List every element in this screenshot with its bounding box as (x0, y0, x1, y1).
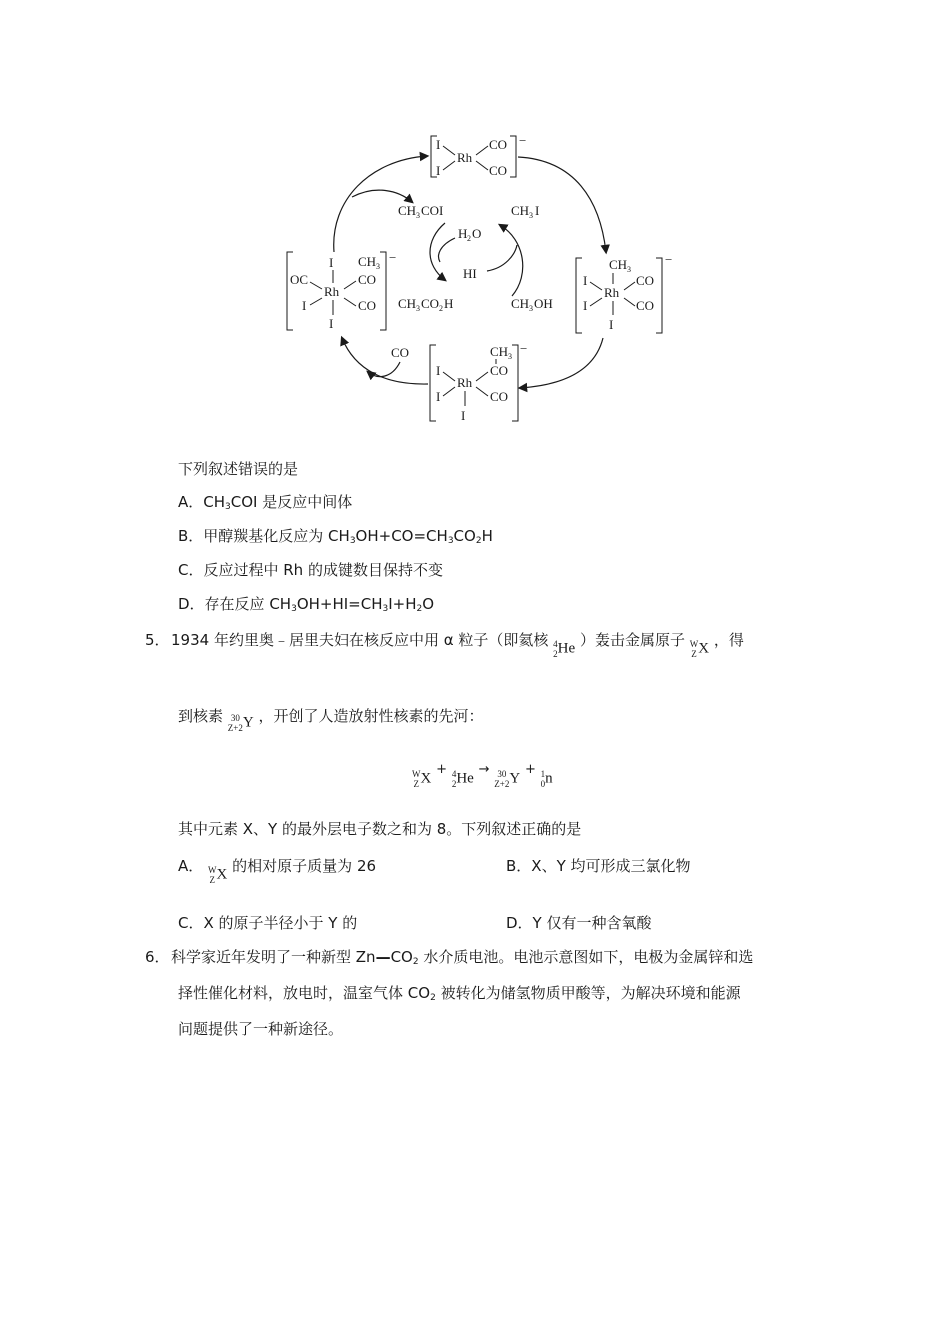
q4-option-b-sub3: 2 (475, 536, 482, 546)
q6-line3: 问题提供了一种新途径。 (178, 1020, 344, 1038)
svg-text:CH: CH (511, 296, 530, 311)
eq-x (412, 768, 431, 789)
svg-text:I: I (436, 163, 441, 178)
q4-option-a-pre: A．CH (178, 493, 226, 511)
complex-left (287, 250, 396, 331)
opt-a-x-z: Z (209, 874, 216, 885)
svg-text:2: 2 (467, 234, 471, 243)
q5-line1-c: ，得 (713, 631, 744, 649)
svg-text:H: H (444, 296, 454, 311)
q4-option-a[interactable] (178, 492, 352, 517)
complex-right (576, 252, 672, 333)
q6-number: 6． (145, 948, 170, 966)
svg-text:OC: OC (290, 272, 309, 287)
q4-option-d-sub1: 3 (291, 604, 297, 614)
x-nuclide (690, 638, 709, 659)
he-z: 2 (553, 648, 558, 659)
y-mass: 30 (230, 712, 240, 723)
svg-text:3: 3 (529, 304, 533, 313)
helium-nuclide (553, 638, 575, 659)
x-mass: W (689, 638, 699, 649)
q4-option-b-post: H (481, 527, 493, 545)
svg-text:3: 3 (529, 211, 533, 220)
svg-text:3: 3 (508, 352, 512, 361)
svg-text:2: 2 (439, 304, 443, 313)
q4-option-b-sub2: 3 (447, 536, 454, 546)
y-nuclide (228, 712, 254, 733)
svg-text:CO: CO (391, 345, 410, 360)
eq-he-z: 2 (451, 778, 457, 789)
q4-option-a-sub: 3 (225, 502, 231, 512)
q4-option-d-mid: OH+HI=CH (296, 595, 383, 613)
svg-text:−: − (520, 341, 528, 356)
q6-line2-a: 择性催化材料，放电时，温室气体 CO (178, 984, 431, 1002)
q4-option-a-post: COI 是反应中间体 (230, 493, 353, 511)
q5-number: 5． (145, 631, 170, 649)
eq-y-symbol: Y (509, 770, 521, 787)
svg-text:CH: CH (398, 203, 417, 218)
q5-option-b[interactable]: B．X、Y 均可形成三氯化物 (506, 857, 691, 875)
eq-n-z: 0 (540, 778, 546, 789)
q5-line1-b: ）轰击金属原子 (579, 631, 685, 649)
eq-he (452, 768, 474, 789)
svg-text:Rh: Rh (324, 284, 340, 299)
q5-option-a-pre: A． (178, 857, 204, 875)
svg-text:−: − (519, 133, 527, 148)
eq-n (541, 768, 553, 789)
q5-option-a-nuclide (208, 864, 227, 885)
svg-text:I: I (583, 273, 588, 288)
svg-text:CO: CO (358, 272, 377, 287)
eq-plus-2: + (524, 762, 536, 777)
eq-x-z: Z (413, 778, 419, 789)
svg-text:3: 3 (416, 211, 420, 220)
svg-text:I: I (329, 316, 334, 331)
svg-text:CH: CH (398, 296, 417, 311)
q6-line1-b: CO (390, 948, 413, 966)
catalytic-cycle-diagram (0, 0, 950, 440)
eq-plus-1: + (436, 762, 448, 777)
svg-text:CO: CO (489, 137, 508, 152)
q6-line2 (178, 983, 741, 1008)
q5-option-a-post: 的相对原子质量为 26 (232, 857, 377, 875)
svg-text:3: 3 (627, 265, 631, 274)
opt-a-x-mass: W (208, 864, 217, 875)
q6-line1-sub: 2 (412, 957, 419, 967)
eq-x-symbol: X (420, 770, 432, 787)
complex-bottom (430, 341, 527, 423)
svg-text:CH: CH (358, 254, 377, 269)
he-mass: 4 (553, 638, 558, 649)
q5-line3: 其中元素 X、Y 的最外层电子数之和为 8。下列叙述正确的是 (178, 820, 582, 838)
svg-text:−: − (389, 250, 397, 265)
svg-text:CO: CO (489, 163, 508, 178)
svg-text:CO: CO (636, 298, 655, 313)
opt-a-x-symbol: X (216, 866, 228, 883)
q5-line2-a: 到核素 (178, 707, 224, 725)
svg-text:Rh: Rh (604, 285, 620, 300)
svg-text:I: I (535, 203, 540, 218)
q6-line1-c: 水介质电池。电池示意图如下，电极为金属锌和选 (418, 948, 754, 966)
q4-option-c[interactable]: C．反应过程中 Rh 的成键数目保持不变 (178, 561, 443, 579)
q4-option-d-sub2: 3 (382, 604, 389, 614)
svg-text:I: I (436, 363, 441, 378)
svg-text:3: 3 (416, 304, 420, 313)
svg-text:I: I (436, 389, 441, 404)
q4-option-b-pre: B．甲醇羰基化反应为 CH (178, 527, 350, 545)
svg-text:Rh: Rh (457, 375, 473, 390)
svg-text:CH: CH (609, 257, 628, 272)
q4-option-b-mid: OH+CO=CH (355, 527, 448, 545)
eq-n-symbol: n (545, 770, 553, 787)
svg-text:CO: CO (490, 363, 509, 378)
y-symbol: Y (242, 714, 254, 731)
q4-option-b[interactable] (178, 526, 493, 551)
q5-line2-b: ，开创了人造放射性核素的先河： (258, 707, 484, 725)
svg-text:I: I (461, 408, 466, 423)
q5-option-c[interactable]: C．X 的原子半径小于 Y 的 (178, 914, 358, 932)
eq-arrow: → (478, 762, 490, 777)
svg-text:Rh: Rh (457, 150, 473, 165)
q6-line1-a: 科学家近年发明了一种新型 Zn (171, 948, 376, 966)
q4-option-d-post: O (422, 595, 435, 613)
q4-option-d-mid2: I+H (388, 595, 417, 613)
q6-line1-dash: — (375, 948, 391, 966)
svg-text:CH: CH (511, 203, 530, 218)
eq-y-mass: 30 (497, 768, 507, 779)
svg-text:I: I (302, 298, 307, 313)
q4-option-b-mid2: CO (453, 527, 476, 545)
q6-line2-b: 被转化为储氢物质甲酸等，为解决环境和能源 (435, 984, 741, 1002)
x-z: Z (691, 648, 697, 659)
q5-line1 (171, 630, 744, 659)
complex-top (431, 133, 526, 178)
eq-y (494, 768, 520, 789)
x-symbol: X (698, 640, 710, 657)
he-symbol: He (557, 640, 576, 657)
nuclear-equation (412, 762, 553, 790)
svg-text:CO: CO (358, 298, 377, 313)
svg-text:H: H (458, 226, 468, 241)
svg-text:COI: COI (421, 203, 444, 218)
eq-y-z: Z+2 (494, 778, 510, 789)
q5-line1-a: 1934 年约里奥﹣居里夫妇在核反应中用 α 粒子（即氦核 (171, 631, 549, 649)
q4-option-b-sub1: 3 (349, 536, 356, 546)
q6-line2-sub: 2 (430, 993, 436, 1003)
svg-text:CO: CO (421, 296, 440, 311)
q4-option-d-pre: D．存在反应 CH (178, 595, 292, 613)
svg-text:I: I (583, 298, 588, 313)
svg-text:OH: OH (534, 296, 553, 311)
q5-option-d[interactable]: D．Y 仅有一种含氧酸 (506, 914, 652, 932)
svg-text:CH: CH (490, 344, 509, 359)
eq-he-symbol: He (456, 770, 474, 787)
svg-text:CO: CO (636, 273, 655, 288)
svg-text:I: I (436, 137, 441, 152)
svg-text:HI: HI (463, 266, 477, 281)
eq-x-mass: W (412, 768, 421, 779)
center-species (391, 203, 553, 360)
svg-text:O: O (472, 226, 482, 241)
q4-prompt: 下列叙述错误的是 (178, 460, 299, 478)
q5-line2 (178, 706, 484, 733)
q4-option-d-sub3: 2 (416, 604, 423, 614)
q4-option-d[interactable] (178, 594, 434, 619)
y-z: Z+2 (227, 722, 243, 733)
svg-text:−: − (665, 252, 673, 267)
svg-text:CO: CO (490, 389, 509, 404)
eq-n-mass: 1 (540, 768, 546, 779)
svg-text:I: I (609, 317, 614, 332)
svg-text:I: I (329, 255, 334, 270)
eq-he-mass: 4 (451, 768, 457, 779)
q5-option-a[interactable] (178, 856, 377, 885)
q6-line1 (171, 947, 753, 972)
svg-text:3: 3 (376, 262, 380, 271)
